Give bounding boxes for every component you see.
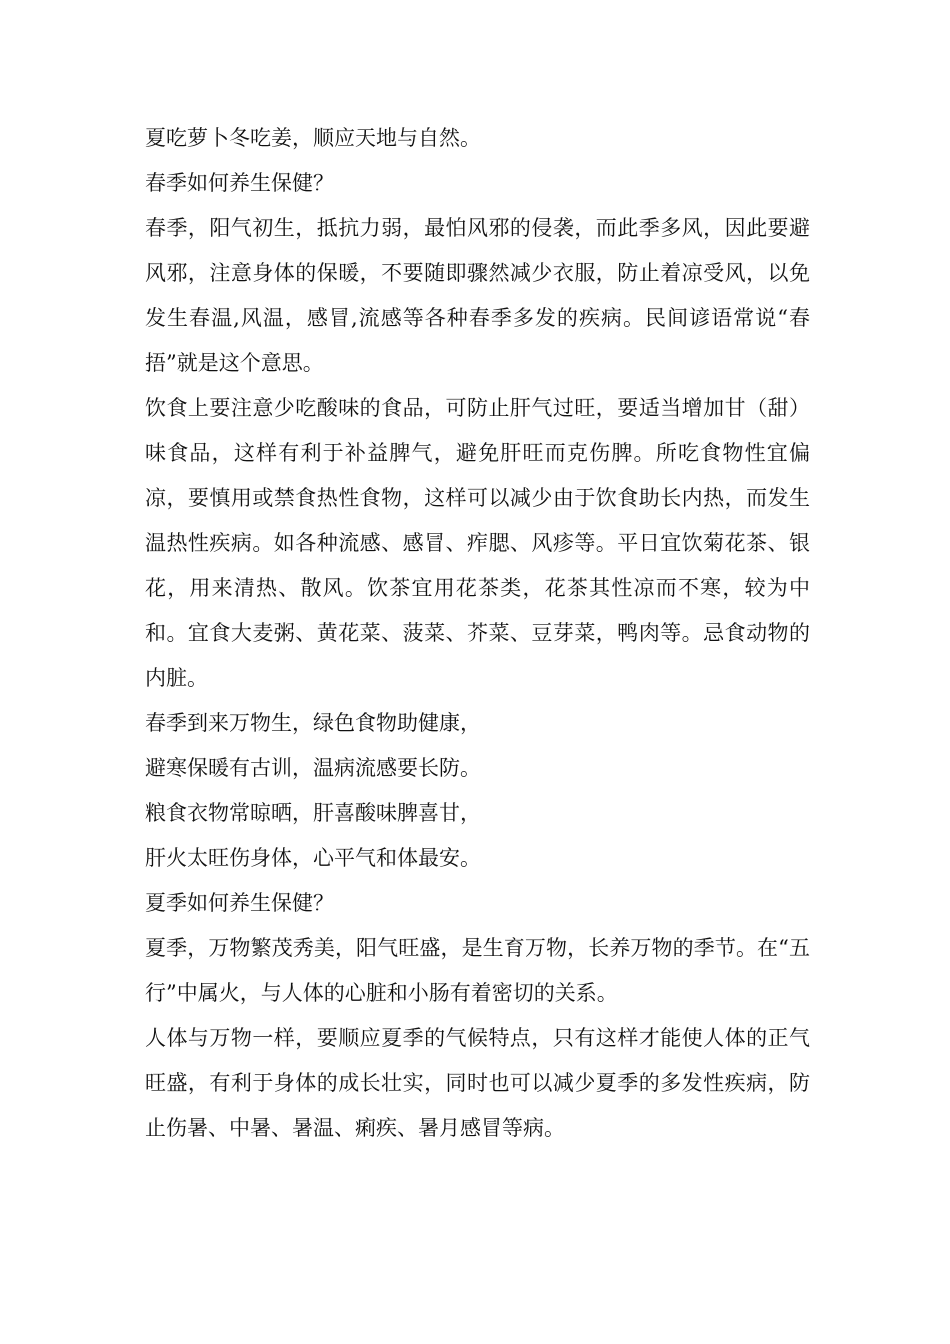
paragraph-spring-diet: 饮食上要注意少吃酸味的食品，可防止肝气过旺，要适当增加甘（甜）味食品，这样有利于补益脾气，避免肝旺而克伤脾。所吃食物性宜偏凉，要慎用或禁食热性食物，这样可以减少由于饮食助长内热，而发生温热性疾病。如各种流感、感冒、痄腮、风疹等。平日宜饮菊花茶、银花，用来清热、散风。饮茶宜用花茶类，花茶其性凉而不寒，较为中和。宜食大麦粥、黄花菜、菠菜、芥菜、豆芽菜，鸭肉等。忌食动物的内脏。 — [145, 396, 810, 690]
heading-summer: 夏季如何养生保健？ — [145, 891, 334, 915]
paragraph-summer-intro: 夏季，万物繁茂秀美，阳气旺盛，是生育万物，长养万物的季节。在“五行”中属火，与人体的心脏和小肠有着密切的关系。 — [145, 936, 810, 1005]
verse-line-3: 粮食衣物常晾晒，肝喜酸味脾喜甘， — [145, 801, 481, 825]
heading-spring: 春季如何养生保健？ — [145, 171, 334, 195]
paragraph-proverb: 夏吃萝卜冬吃姜，顺应天地与自然。 — [145, 126, 481, 150]
paragraph-summer-health: 人体与万物一样，要顺应夏季的气候特点，只有这样才能使人体的正气旺盛，有利于身体的成长壮实，同时也可以减少夏季的多发性疾病，防止伤暑、中暑、暑温、痢疾、暑月感冒等病。 — [145, 1026, 810, 1140]
verse-line-4: 肝火太旺伤身体，心平气和体最安。 — [145, 846, 481, 870]
document-body — [145, 116, 810, 1151]
verse-line-2: 避寒保暖有古训，温病流感要长防。 — [145, 756, 481, 780]
verse-line-1: 春季到来万物生，绿色食物助健康， — [145, 711, 481, 735]
paragraph-spring-intro: 春季，阳气初生，抵抗力弱，最怕风邪的侵袭，而此季多风，因此要避风邪，注意身体的保暖，不要随即骤然减少衣服，防止着凉受风，以免发生春温,风温，感冒,流感等各种春季多发的疾病。民间谚语常说“春捂”就是这个意思。 — [145, 216, 810, 375]
